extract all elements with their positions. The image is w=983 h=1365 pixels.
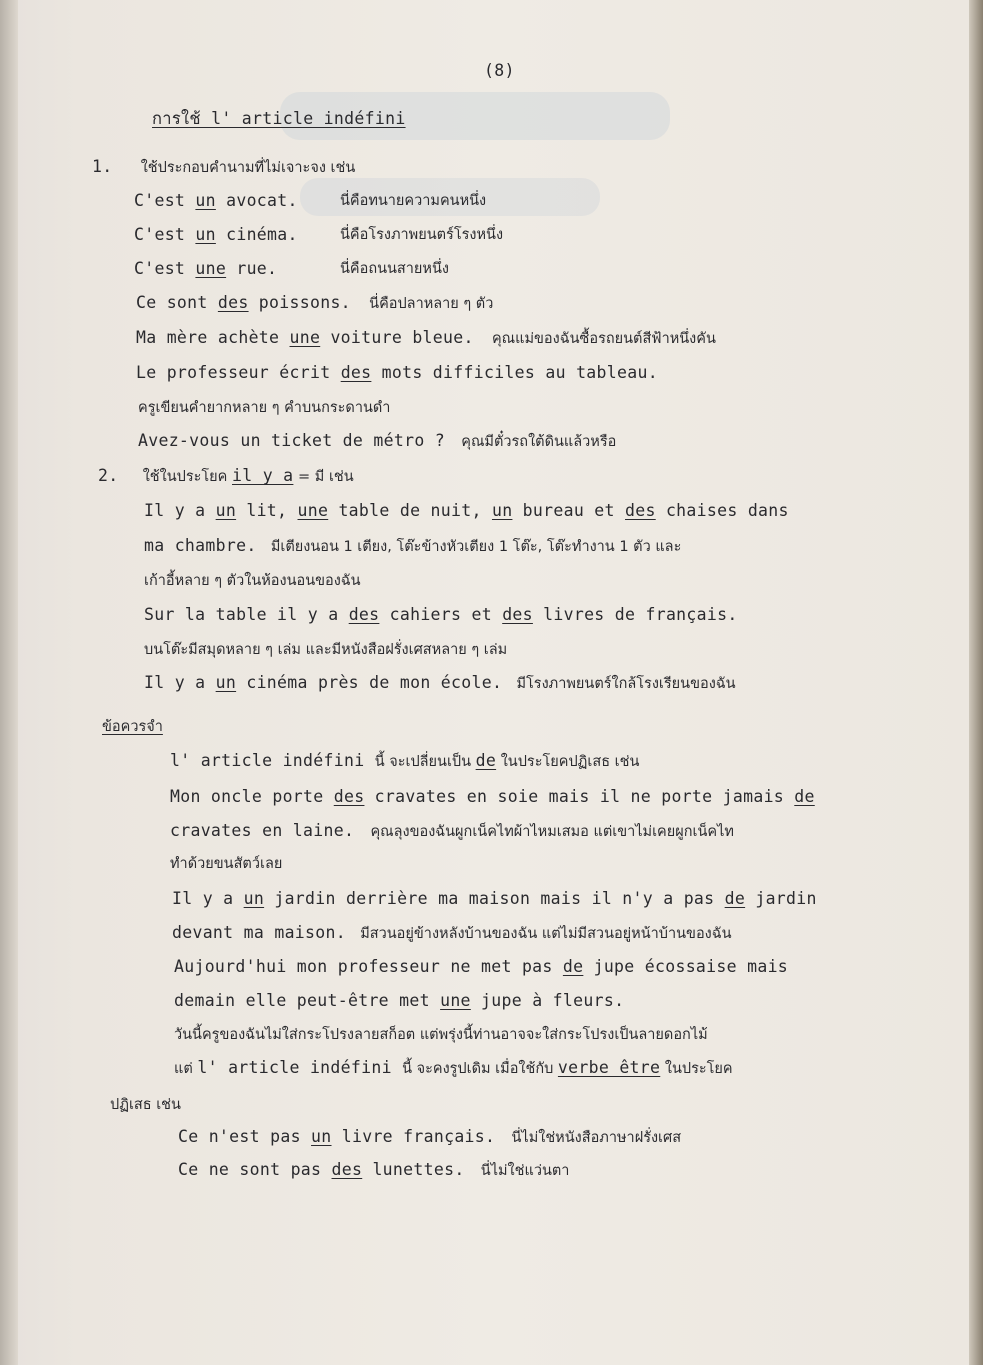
translation: นี่คือถนนสายหนึ่ง xyxy=(340,261,449,277)
translation: คุณมีตั๋วรถใต้ดินแล้วหรือ xyxy=(461,434,617,450)
note-line xyxy=(172,888,817,910)
example-text: avocat. xyxy=(215,191,298,210)
article: un xyxy=(243,889,265,908)
example-text: demain elle peut-être met xyxy=(174,991,441,1010)
article: une xyxy=(297,501,329,520)
article: un xyxy=(215,501,237,520)
example-text: Il y a xyxy=(144,501,216,520)
article: des xyxy=(340,363,372,382)
note-line xyxy=(172,922,732,945)
example-text: lunettes. xyxy=(362,1160,465,1179)
example-text: Il y a xyxy=(172,889,244,908)
keyword: il y a xyxy=(232,466,294,485)
article: de xyxy=(794,787,815,806)
translation: เก้าอี้หลาย ๆ ตัวในห้องนอนของฉัน xyxy=(144,573,361,589)
page-title: การใช้ l' article indéfini xyxy=(152,109,406,128)
example-line xyxy=(138,430,616,453)
example-line xyxy=(144,500,789,522)
translation: นี่ไม่ใช่แว่นตา xyxy=(480,1163,570,1179)
example-text: jupe à fleurs. xyxy=(470,991,625,1010)
note-text: ปฏิเสธ เช่น xyxy=(110,1097,181,1113)
example-text: livre français. xyxy=(331,1127,496,1146)
example-text: l' article indéfini xyxy=(197,1058,403,1077)
example-text: cahiers et xyxy=(379,605,503,624)
article: une xyxy=(195,259,227,278)
translation: บนโต๊ะมีสมุดหลาย ๆ เล่ม และมีหนังสือฝรั่งเศสหลาย ๆ เล่ม xyxy=(144,642,508,658)
example-text: jardin derrière ma maison mais il n'y a pas xyxy=(264,889,725,908)
article: des xyxy=(625,501,656,520)
example-text: C'est xyxy=(134,259,196,278)
note-line xyxy=(178,1159,569,1182)
example-text: C'est xyxy=(134,225,196,244)
note-line xyxy=(170,820,734,843)
article: de xyxy=(475,751,497,770)
translation: วันนี้ครูของฉันไม่ใส่กระโปรงลายสก็อต แต่พรุ่งนี้ท่านอาจจะใส่กระโปรงเป็นลายดอกไม้ xyxy=(174,1027,708,1043)
translation: นี่ไม่ใช่หนังสือภาษาฝรั่งเศส xyxy=(511,1130,682,1146)
example-line xyxy=(134,190,487,212)
example-text: Le professeur écrit xyxy=(136,363,341,382)
example-line xyxy=(144,604,738,626)
example-text: l' article indéfini xyxy=(170,751,375,770)
article: de xyxy=(562,957,584,976)
note-line xyxy=(170,750,639,773)
section-text: ใช้ประกอบคำนามที่ไม่เจาะจง เช่น xyxy=(140,160,356,176)
example-text: cravates en soie mais il ne porte jamais xyxy=(364,787,795,806)
note-line xyxy=(174,990,624,1012)
example-text: lit, xyxy=(236,501,298,520)
article: des xyxy=(502,605,533,624)
example-text: Aujourd'hui mon professeur ne met pas xyxy=(174,957,563,976)
example-text: cinéma près de mon école. xyxy=(236,673,503,692)
example-text: rue. xyxy=(226,259,278,278)
translation: มีเตียงนอน 1 เตียง, โต๊ะข้างหัวเตียง 1 โต๊ะ, โต๊ะทำงาน 1 ตัว และ xyxy=(270,539,682,555)
note-line xyxy=(174,1057,733,1080)
article: des xyxy=(331,1160,363,1179)
example-text: Ma mère achète xyxy=(136,328,290,347)
page-left-edge xyxy=(0,0,18,1365)
example-line xyxy=(144,672,736,695)
note-line xyxy=(170,786,815,808)
example-text: cravates en laine. xyxy=(170,821,355,840)
example-text: Il y a xyxy=(144,673,216,692)
note-text: นี้ จะคงรูปเดิม เมื่อใช้กับ xyxy=(402,1061,558,1077)
page-right-edge xyxy=(969,0,983,1365)
example-text: voiture bleue. xyxy=(320,328,474,347)
example-text: jupe écossaise mais xyxy=(583,957,789,976)
example-text: Ce ne sont pas xyxy=(178,1160,332,1179)
example-text: jardin xyxy=(745,889,817,908)
example-text: Mon oncle porte xyxy=(170,787,334,806)
translation: ทำด้วยขนสัตว์เลย xyxy=(170,856,283,872)
example-line xyxy=(134,224,504,246)
translation: คุณแม่ของฉันซื้อรถยนต์สีฟ้าหนึ่งคัน xyxy=(491,331,716,347)
keyword: verbe être xyxy=(557,1058,661,1077)
translation: มีสวนอยู่ข้างหลังบ้านของฉัน แต่ไม่มีสวนอยู่หน้าบ้านของฉัน xyxy=(360,926,732,942)
translation: มีโรงภาพยนตร์ใกล้โรงเรียนของฉัน xyxy=(516,676,736,692)
example-text: devant ma maison. xyxy=(172,923,346,942)
example-text: Sur la table il y a xyxy=(144,605,349,624)
article: une xyxy=(289,328,321,347)
note-text: ในประโยค xyxy=(660,1061,733,1077)
section-number: 2. xyxy=(98,466,119,485)
translation: ครูเขียนคำยากหลาย ๆ คำบนกระดานดำ xyxy=(138,400,391,416)
article: des xyxy=(333,787,365,806)
article: des xyxy=(348,605,380,624)
example-text: ma chambre. xyxy=(144,536,257,555)
example-text: chaises dans xyxy=(655,501,789,520)
example-text: C'est xyxy=(134,191,196,210)
note-text: แต่ xyxy=(174,1061,198,1077)
article: de xyxy=(724,889,746,908)
example-text: cinéma. xyxy=(215,225,298,244)
page-number: (8) xyxy=(484,61,515,80)
note-text: ในประโยคปฏิเสธ เช่น xyxy=(496,754,640,770)
example-text: Avez-vous un ticket de métro ? xyxy=(138,431,446,450)
section-text: = มี เช่น xyxy=(293,469,354,485)
section-number: 1. xyxy=(92,157,113,176)
note-title: ข้อควรจำ xyxy=(102,719,163,735)
article: une xyxy=(440,991,471,1010)
example-text: table de nuit, xyxy=(328,501,492,520)
example-text: livres de français. xyxy=(532,605,738,624)
example-text: Ce sont xyxy=(136,293,218,312)
article: des xyxy=(217,293,249,312)
note-line xyxy=(178,1126,681,1149)
example-line xyxy=(136,362,658,384)
article: un xyxy=(195,191,216,210)
section-1 xyxy=(92,156,355,179)
example-line xyxy=(136,292,493,315)
article: un xyxy=(195,225,216,244)
example-text: mots difficiles au tableau. xyxy=(371,363,658,382)
note-line xyxy=(174,956,788,978)
example-line xyxy=(136,327,716,350)
article: un xyxy=(311,1127,332,1146)
translation: นี่คือโรงภาพยนตร์โรงหนึ่ง xyxy=(340,227,504,243)
example-line xyxy=(144,535,681,558)
example-text: poissons. xyxy=(248,293,351,312)
example-line xyxy=(134,258,449,280)
translation: นี่คือปลาหลาย ๆ ตัว xyxy=(369,296,494,312)
note-text: นี้ จะเปลี่ยนเป็น xyxy=(374,754,476,770)
translation: นี่คือทนายความคนหนึ่ง xyxy=(340,193,487,209)
example-text: Ce n'est pas xyxy=(178,1127,312,1146)
article: un xyxy=(491,501,513,520)
section-2 xyxy=(98,465,354,488)
section-text: ใช้ในประโยค xyxy=(142,469,232,485)
translation: คุณลุงของฉันผูกเน็คไทผ้าไหมเสมอ แต่เขาไม่เคยผูกเน็คไท xyxy=(370,824,734,840)
example-text: bureau et xyxy=(512,501,626,520)
article: un xyxy=(215,673,237,692)
